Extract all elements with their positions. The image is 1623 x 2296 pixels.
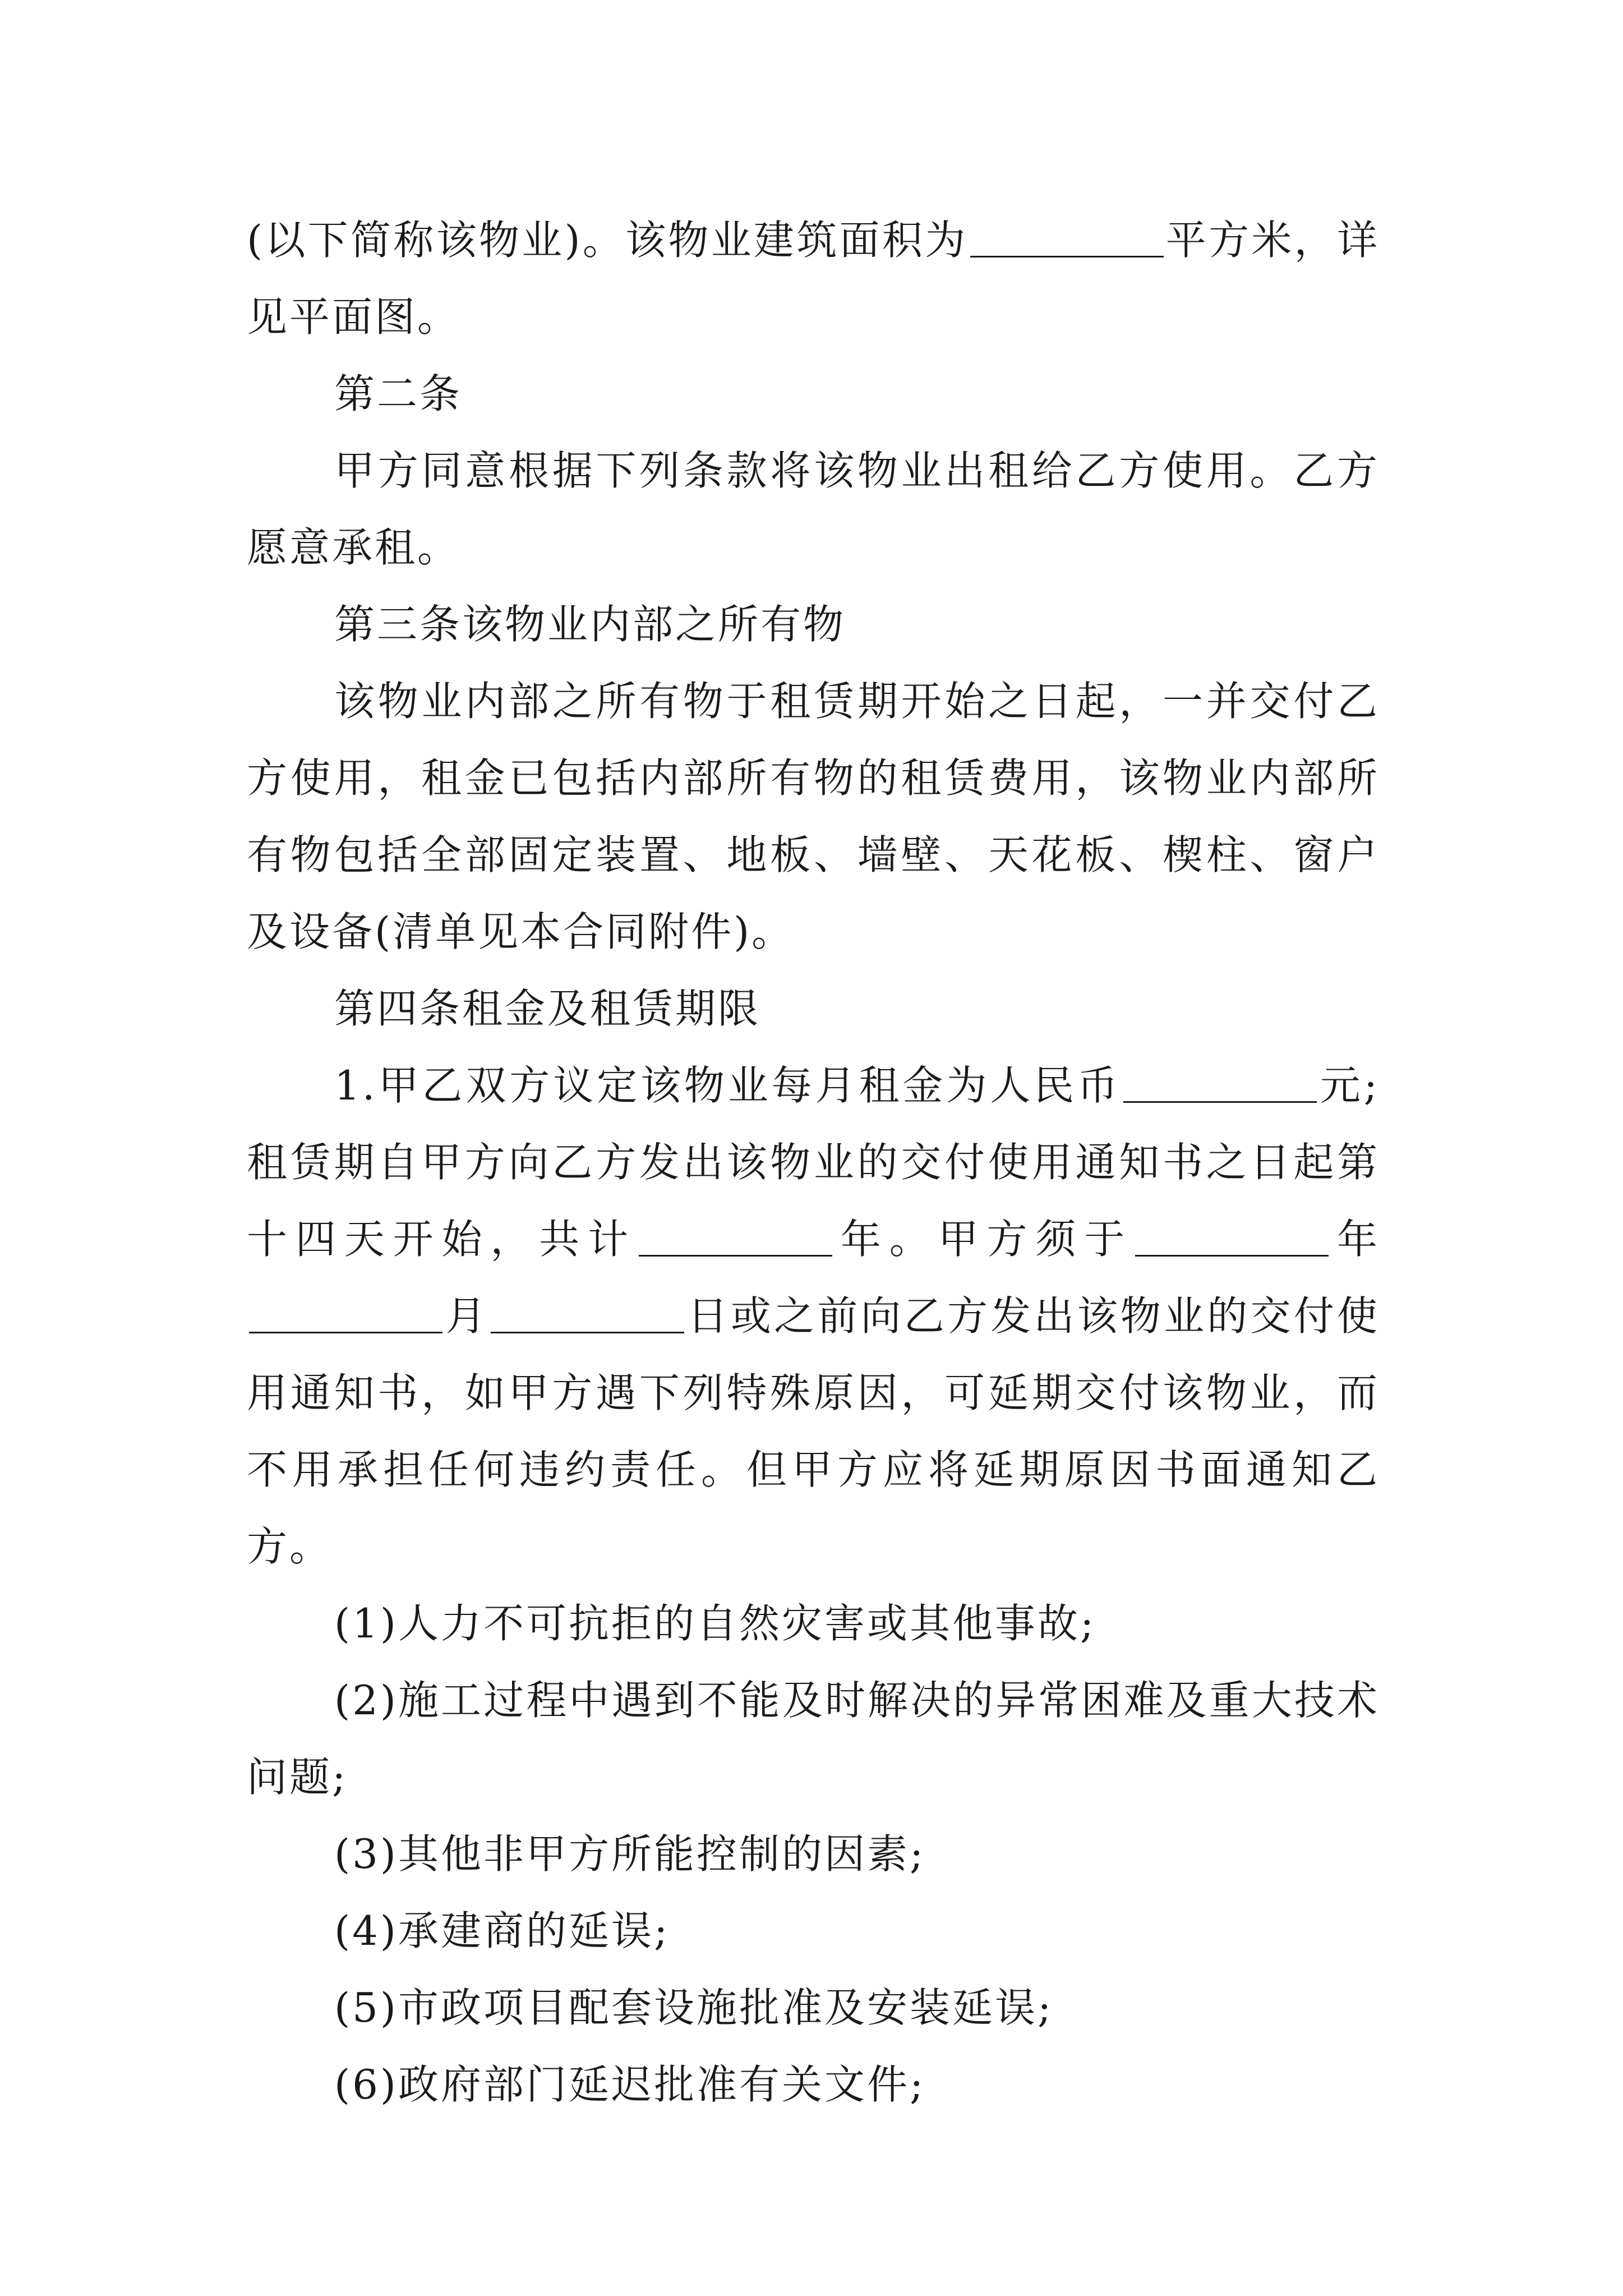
blank-line — [1123, 1101, 1317, 1103]
text-segment: 平方米，详见平面图。 — [247, 217, 1380, 341]
list-item-3: (3)其他非甲方所能控制的因素; — [334, 1830, 926, 1878]
blank-line — [249, 1331, 442, 1333]
paragraph-area — [247, 202, 1380, 356]
list-item-6: (6)政府部门延迟批准有关文件; — [334, 2061, 926, 2108]
blank-line — [970, 255, 1164, 257]
blank-line — [639, 1254, 832, 1257]
list-item-1: (1)人力不可抗拒的自然灾害或其他事故; — [334, 1600, 1096, 1647]
blank-line — [491, 1331, 684, 1333]
text-segment: 日或之前向乙方发出该物业的交付使用通知书，如甲方遇下列特殊原因，可延期交付该物业，而不用承担任何违约责任。但甲方应将延期原因书面通知乙方。 — [247, 1292, 1380, 1570]
article-heading-4: 第四条租金及租赁期限 — [334, 985, 761, 1032]
list-item-5: (5)市政项目配套设施批准及安装延误; — [334, 1984, 1054, 2031]
list-item-2: (2)施工过程中遇到不能及时解决的异常困难及重大技术问题; — [247, 1677, 1380, 1801]
text-segment: 元;租赁期自甲方向乙方发出该物业的交付使用通知书之日起第十四天开始，共计 — [247, 1062, 1380, 1263]
list-item-4: (4)承建商的延误; — [334, 1907, 670, 1954]
paragraph-lease-agreement: 甲方同意根据下列条款将该物业出租给乙方使用。乙方愿意承租。 — [247, 447, 1380, 571]
text-segment: 年。甲方须于 — [834, 1216, 1133, 1263]
text-segment: 月 — [445, 1292, 489, 1340]
article-heading-2: 第二条 — [334, 370, 463, 417]
paragraph-contents: 该物业内部之所有物于租赁期开始之日起，一并交付乙方使用，租金已包括内部所有物的租赁费用，该物业内部所有物包括全部固定装置、地板、墙壁、天花板、楔柱、窗户及设备(清单见本合同附件)。 — [247, 678, 1380, 955]
article-heading-3: 第三条该物业内部之所有物 — [334, 601, 846, 648]
text-segment: 1.甲乙双方议定该物业每月租金为人民币 — [334, 1062, 1121, 1109]
document-body — [247, 202, 1380, 2123]
text-segment: (以下简称该物业)。该物业建筑面积为 — [247, 217, 968, 264]
paragraph-rent-term — [247, 1047, 1380, 1585]
text-segment: 年 — [1331, 1216, 1380, 1263]
blank-line — [1135, 1254, 1329, 1257]
